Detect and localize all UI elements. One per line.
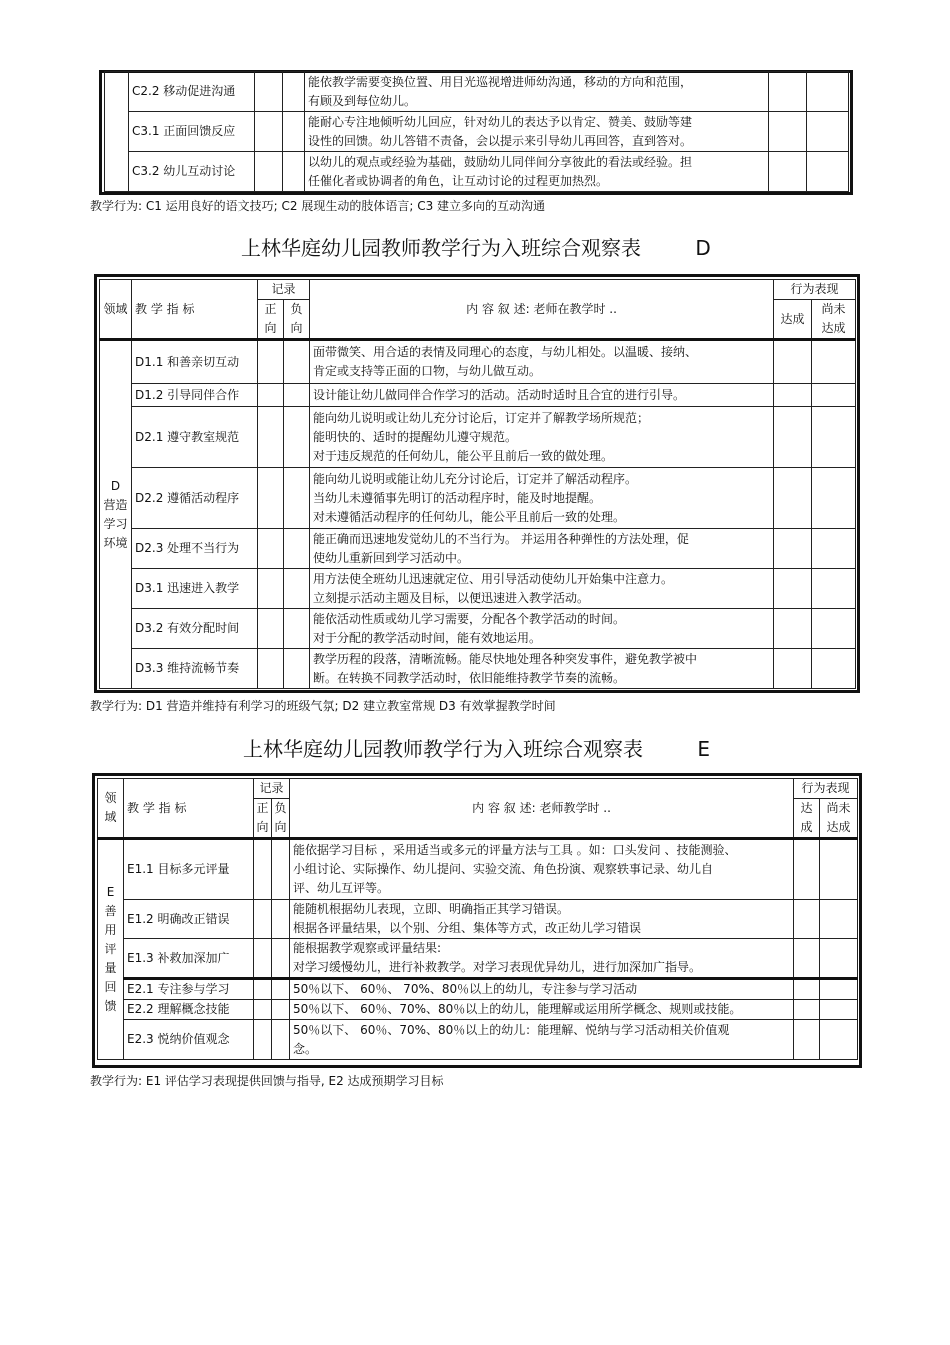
indicator-cell: E2.1 专注参与学习 [124,979,254,1000]
indicator-cell: C3.2 幼儿互动讨论 [129,152,255,192]
indicator-cell: E1.2 明确改正错误 [124,900,254,939]
not-achieved-cell[interactable] [812,468,856,529]
content-cell: 以幼儿的观点或经验为基础，鼓励幼儿同伴间分享彼此的看法或经验。担 任催化者或协调者的角色，让互动讨论的过程更加热烈。 [305,152,769,192]
indicator-cell: E2.2 理解概念技能 [124,1000,254,1020]
header-achieved: 达成 [774,300,812,340]
table-row [100,569,856,609]
positive-checkbox-cell[interactable] [255,152,283,192]
not-achieved-cell[interactable] [820,900,858,939]
content-cell: 50％以下、 60％、 70%、80％以上的幼儿，专注参与学习活动 [290,979,794,1000]
content-cell: 能依据学习目标 ，采用适当或多元的评量方法与工具 。如：口头发问 、技能测验、 小组讨论、实际操作、幼儿提问、实验交流、角色扮演、观察轶事记录、幼儿自 评、幼儿互评等。 [290,839,794,900]
not-achieved-cell[interactable] [820,939,858,979]
indicator-cell: E1.3 补救加深加广 [124,939,254,979]
indicator-cell: D1.2 引导同伴合作 [132,384,258,407]
header-not-achieved: 尚未 达成 [812,300,856,340]
negative-checkbox-cell[interactable] [284,340,310,384]
header-negative: 负 向 [284,300,310,340]
section-d-title [241,232,711,261]
not-achieved-cell[interactable] [812,529,856,569]
negative-checkbox-cell[interactable] [283,112,305,152]
header-content: 内 容 叙 述: 老师在教学时 .. [310,280,774,340]
header-content: 内 容 叙 述: 老师教学时 .. [290,779,794,839]
indicator-cell: D1.1 和善亲切互动 [132,340,258,384]
indicator-cell: D3.1 迅速进入教学 [132,569,258,609]
negative-checkbox-cell[interactable] [283,152,305,192]
content-cell: 能耐心专注地倾听幼儿回应，针对幼儿的表达予以肯定、赞美、鼓励等建 设性的回馈。幼儿答错不责备，会以提示来引导幼儿再回答，直到答对。 [305,112,769,152]
table-row [98,839,858,900]
positive-checkbox-cell[interactable] [258,407,284,468]
title-text: 上林华庭幼儿园教师教学行为入班综合观察表 [241,236,641,260]
not-achieved-cell[interactable] [812,407,856,468]
positive-checkbox-cell[interactable] [258,609,284,649]
indicator-cell: D2.3 处理不当行为 [132,529,258,569]
indicator-cell: D3.2 有效分配时间 [132,609,258,649]
table-row [100,407,856,468]
header-negative: 负 向 [272,799,290,839]
positive-checkbox-cell[interactable] [258,649,284,689]
domain-label: E 善 用 评 量 回 馈 [98,839,124,1060]
not-achieved-cell[interactable] [812,340,856,384]
table-row [98,1020,858,1060]
negative-checkbox-cell[interactable] [272,979,290,1000]
header-positive: 正 向 [254,799,272,839]
content-cell: 教学历程的段落，清晰流畅。能尽快地处理各种突发事件，避免教学被中 断。在转换不同教学活动时，依旧能维持教学节奏的流畅。 [310,649,774,689]
header-domain: 领域 [100,280,132,340]
table-row [105,72,849,112]
achieved-cell[interactable] [794,1020,820,1060]
header-row [100,280,856,300]
not-achieved-cell[interactable] [812,384,856,407]
positive-checkbox-cell[interactable] [254,900,272,939]
table-row [100,609,856,649]
negative-checkbox-cell[interactable] [284,468,310,529]
title-letter: D [695,236,711,260]
header-not-achieved: 尚未 达成 [820,799,858,839]
header-indicator: 教 学 指 标 [132,280,258,340]
section-d-legend: 教学行为: D1 营造并维持有利学习的班级气氛; D2 建立教室常规 D3 有效掌握教学时间 [90,699,556,713]
table-row [105,152,849,192]
content-cell: 50％以下、 60％、70%、80％以上的幼儿：能理解、悦纳与学习活动相关价值观 念。 [290,1020,794,1060]
domain-label: D 营造 学习 环境 [100,340,132,689]
domain-cell [105,72,129,192]
section-c-table [104,71,849,192]
indicator-cell: E2.3 悦纳价值观念 [124,1020,254,1060]
table-row [100,468,856,529]
content-cell: 能依活动性质或幼儿学习需要，分配各个教学活动的时间。 对于分配的教学活动时间，能有效地运用。 [310,609,774,649]
not-achieved-cell[interactable] [807,112,849,152]
not-achieved-cell[interactable] [807,152,849,192]
section-e-legend: 教学行为: E1 评估学习表现提供回馈与指导, E2 达成预期学习目标 [90,1074,444,1088]
not-achieved-cell[interactable] [812,649,856,689]
header-indicator: 教 学 指 标 [124,779,254,839]
header-positive: 正 向 [258,300,284,340]
header-performance: 行为表现 [774,280,856,300]
header-performance: 行为表现 [794,779,858,799]
table-row [100,340,856,384]
table-row [98,979,858,1000]
content-cell: 能随机根据幼儿表现，立即、明确指正其学习错误。 根据各评量结果，以个别、分组、集体等方式，改正幼儿学习错误 [290,900,794,939]
negative-checkbox-cell[interactable] [272,900,290,939]
header-record: 记录 [254,779,290,799]
achieved-cell[interactable] [794,939,820,979]
table-row [100,384,856,407]
indicator-cell: D2.1 遵守教室规范 [132,407,258,468]
table-row [98,1000,858,1020]
content-cell: 50％以下、 60％、70%、80％以上的幼儿，能理解或运用所学概念、规则或技能。 [290,1000,794,1020]
content-cell: 能向幼儿说明或能让幼儿充分讨论后，订定并了解活动程序。 当幼儿未遵循事先明订的活动程序时，能及时地提醒。 对未遵循活动程序的任何幼儿，能公平且前后一致的处理。 [310,468,774,529]
achieved-cell[interactable] [769,152,807,192]
achieved-cell[interactable] [774,340,812,384]
positive-checkbox-cell[interactable] [254,839,272,900]
not-achieved-cell[interactable] [812,569,856,609]
achieved-cell[interactable] [774,649,812,689]
positive-checkbox-cell[interactable] [258,384,284,407]
achieved-cell[interactable] [794,1000,820,1020]
achieved-cell[interactable] [774,609,812,649]
content-cell: 能正确而迅速地发觉幼儿的不当行为。 并运用各种弹性的方法处理，促 使幼儿重新回到学习活动中。 [310,529,774,569]
table-row [98,939,858,979]
content-cell: 能根据教学观察或评量结果: 对学习缓慢幼儿，进行补救教学。对学习表现优异幼儿，进行加深加广指导。 [290,939,794,979]
negative-checkbox-cell[interactable] [272,1020,290,1060]
positive-checkbox-cell[interactable] [254,979,272,1000]
content-cell: 设计能让幼儿做同伴合作学习的活动。活动时适时且合宜的进行引导。 [310,384,774,407]
negative-checkbox-cell[interactable] [272,839,290,900]
not-achieved-cell[interactable] [820,839,858,900]
section-e-table [97,778,858,1060]
not-achieved-cell[interactable] [820,979,858,1000]
header-domain: 领 域 [98,779,124,839]
header-achieved: 达 成 [794,799,820,839]
positive-checkbox-cell[interactable] [258,569,284,609]
negative-checkbox-cell[interactable] [284,649,310,689]
header-row [98,779,858,799]
not-achieved-cell[interactable] [820,1020,858,1060]
header-record: 记录 [258,280,310,300]
content-cell: 能依教学需要变换位置、用目光巡视增进师幼沟通，移动的方向和范围， 有顾及到每位幼儿。 [305,72,769,112]
section-d-table [99,279,856,689]
negative-checkbox-cell[interactable] [284,384,310,407]
not-achieved-cell[interactable] [807,72,849,112]
positive-checkbox-cell[interactable] [254,939,272,979]
indicator-cell: E1.1 目标多元评量 [124,839,254,900]
negative-checkbox-cell[interactable] [284,569,310,609]
positive-checkbox-cell[interactable] [254,1020,272,1060]
achieved-cell[interactable] [774,569,812,609]
table-row [100,529,856,569]
positive-checkbox-cell[interactable] [255,72,283,112]
achieved-cell[interactable] [794,839,820,900]
content-cell: 面带微笑、用合适的表情及同理心的态度，与幼儿相处。以温暖、接纳、 肯定或支持等正面的口物，与幼儿做互动。 [310,340,774,384]
achieved-cell[interactable] [769,112,807,152]
content-cell: 能向幼儿说明或让幼儿充分讨论后，订定并了解教学场所规范； 能明快的、适时的提醒幼儿遵守规范。 对于违反规范的任何幼儿，能公平且前后一致的做处理。 [310,407,774,468]
table-row [98,900,858,939]
title-text: 上林华庭幼儿园教师教学行为入班综合观察表 [243,737,643,761]
achieved-cell[interactable] [769,72,807,112]
achieved-cell[interactable] [774,407,812,468]
achieved-cell[interactable] [774,384,812,407]
section-c-legend: 教学行为: C1 运用良好的语文技巧; C2 展现生动的肢体语言; C3 建立多向的互动沟通 [90,199,546,213]
content-cell: 用方法使全班幼儿迅速就定位、用引导活动使幼儿开始集中注意力。 立刻提示活动主题及目标，以便迅速进入教学活动。 [310,569,774,609]
achieved-cell[interactable] [794,900,820,939]
achieved-cell[interactable] [774,468,812,529]
title-letter: E [697,737,710,761]
indicator-cell: D2.2 遵循活动程序 [132,468,258,529]
table-row [105,112,849,152]
negative-checkbox-cell[interactable] [284,609,310,649]
negative-checkbox-cell[interactable] [284,529,310,569]
positive-checkbox-cell[interactable] [255,112,283,152]
not-achieved-cell[interactable] [812,609,856,649]
negative-checkbox-cell[interactable] [272,939,290,979]
indicator-cell: C2.2 移动促进沟通 [129,72,255,112]
positive-checkbox-cell[interactable] [258,468,284,529]
positive-checkbox-cell[interactable] [258,340,284,384]
achieved-cell[interactable] [794,979,820,1000]
table-row [100,649,856,689]
section-e-title [243,733,710,762]
negative-checkbox-cell[interactable] [272,1000,290,1020]
indicator-cell: D3.3 维持流畅节奏 [132,649,258,689]
negative-checkbox-cell[interactable] [283,72,305,112]
negative-checkbox-cell[interactable] [284,407,310,468]
positive-checkbox-cell[interactable] [254,1000,272,1020]
positive-checkbox-cell[interactable] [258,529,284,569]
achieved-cell[interactable] [774,529,812,569]
indicator-cell: C3.1 正面回馈反应 [129,112,255,152]
not-achieved-cell[interactable] [820,1000,858,1020]
